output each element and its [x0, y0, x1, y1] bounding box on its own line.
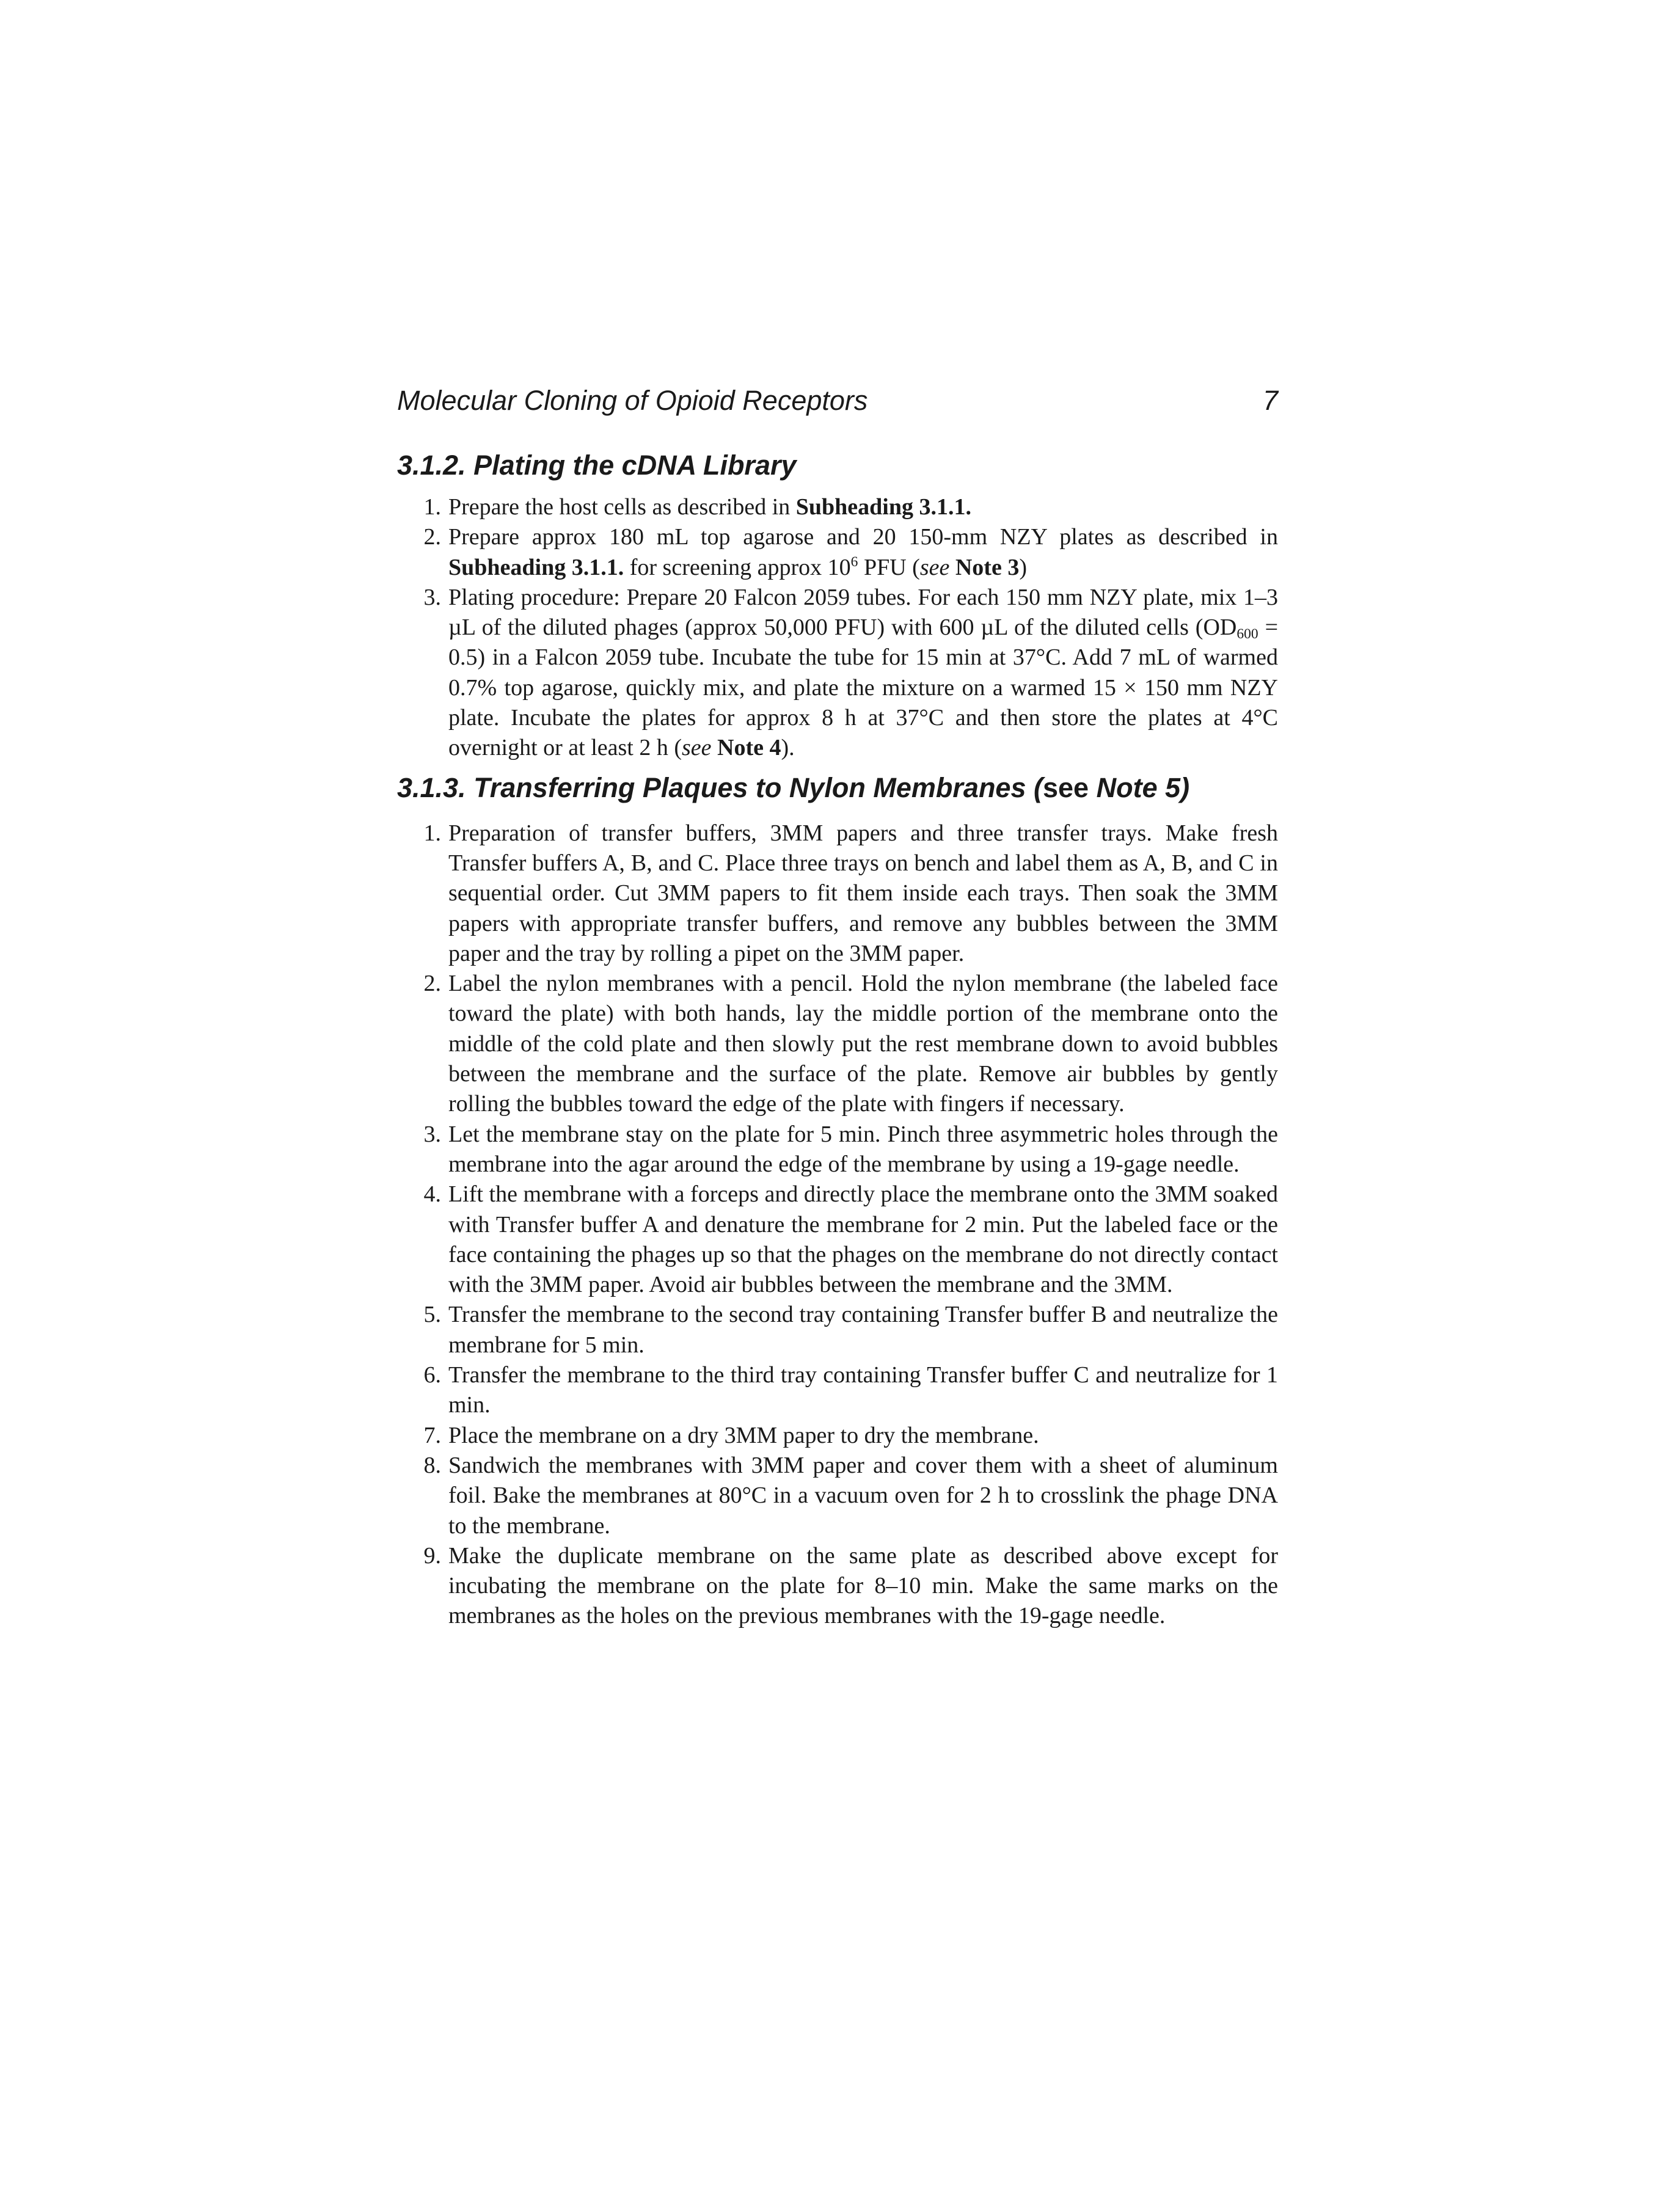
page: [397, 385, 1278, 1632]
section-heading-3-1-3: 3.1.3. Transferring Plaques to Nylon Membranes (see Note 5): [397, 771, 1190, 803]
step-text: Sandwich the membranes with 3MM paper and cover them with a sheet of aluminum foil. Bake the membranes at 80°C in a vacuum oven for 2 h to crosslink the phage DNA to the membrane.: [448, 1452, 1278, 1539]
step-text: Place the membrane on a dry 3MM paper to dry the membrane.: [448, 1422, 1039, 1448]
cross-reference: Subheading 3.1.1.: [448, 554, 624, 580]
step-text: Make the duplicate membrane on the same plate as described above except for incubating the membrane on the plate for 8–10 min. Make the same marks on the membranes as the holes on the previous membranes with the 19-gage needle.: [448, 1542, 1278, 1629]
note-reference: Note 5: [1096, 771, 1181, 803]
step-text: Lift the membrane with a forceps and directly place the membrane onto the 3MM soaked with Transfer buffer A and denature the membrane for 2 min. Put the labeled face or the face containing the phages up so that the phages on the membrane do not directly contact with the 3MM paper. Avoid air bubbles between the membrane and the 3MM.: [448, 1181, 1278, 1298]
step-text: Transfer the membrane to the third tray containing Transfer buffer C and neutralize for 1 min.: [448, 1362, 1278, 1418]
list-item: 2. Prepare approx 180 mL top agarose and 20 150-mm NZY plates as described in Subheading 3.1.1. for screening approx $10^6$ PFU (see Note 3): [397, 522, 1278, 583]
step-number: 4.: [423, 1181, 441, 1208]
step-number: 9.: [423, 1542, 441, 1569]
step-text: Transfer the membrane to the second tray containing Transfer buffer B and neutralize the membrane for 5 min.: [448, 1302, 1278, 1358]
page-number: 7: [1262, 385, 1278, 416]
note-reference: Note 4: [717, 735, 781, 761]
list-item: [397, 1421, 1278, 1451]
list-item: [397, 1541, 1278, 1632]
list-item: [397, 819, 1278, 969]
cross-reference: Subheading 3.1.1.: [795, 494, 971, 520]
list-item: 1. Prepare the host cells as described in Subheading 3.1.1.: [397, 492, 1278, 522]
plating-steps-list: [397, 492, 1278, 764]
step-number: 3.: [423, 1121, 441, 1147]
step-text: Let the membrane stay on the plate for 5 min. Pinch three asymmetric holes through the membrane into the agar around the edge of the membrane by using a 19-gage needle.: [448, 1121, 1278, 1177]
transfer-steps-list: [397, 819, 1278, 1632]
list-item: [397, 1300, 1278, 1360]
step-number: 7.: [423, 1422, 441, 1448]
running-head-title: Molecular Cloning of Opioid Receptors: [397, 385, 868, 416]
step-number: 5.: [423, 1302, 441, 1328]
step-text: Preparation of transfer buffers, 3MM papers and three transfer trays. Make fresh Transfer buffers A, B, and C. Place three trays on bench and label them as A, B, and C in sequential order. Cut 3MM papers to fit them inside each trays. Then soak the 3MM papers with appropriate transfer buffers, and remove any bubbles between the 3MM paper and the tray by rolling a pipet on the 3MM paper.: [448, 820, 1278, 966]
list-item: [397, 1451, 1278, 1541]
step-number: 6.: [423, 1362, 441, 1388]
step-number: 2.: [423, 524, 441, 550]
step-number: 3.: [423, 584, 441, 610]
step-number: 1.: [423, 820, 441, 846]
step-text: Label the nylon membranes with a pencil. Hold the nylon membrane (the labeled face toward the plate) with both hands, lay the middle portion of the membrane onto the middle of the cold plate and then slowly put the rest membrane down to avoid bubbles between the membrane and the surface of the plate. Remove air bubbles by gently rolling the bubbles toward the edge of the plate with fingers if necessary.: [448, 971, 1278, 1117]
list-item: [397, 1180, 1278, 1300]
running-head: [397, 385, 1278, 428]
step-number: 2.: [423, 971, 441, 997]
note-reference: Note 3: [955, 554, 1020, 580]
step-number: 8.: [423, 1452, 441, 1478]
list-item: [397, 969, 1278, 1119]
list-item: [397, 1360, 1278, 1421]
list-item: 3. Plating procedure: Prepare 20 Falcon 2059 tubes. For each 150 mm NZY plate, mix 1–3 µL of the diluted phages (approx 50,000 PFU) with 600 µL of the diluted cells $(OD_{600} = 0.5)$ in a Falcon 2059 tube. Incubate the tube for 15 min at 37°C. Add 7 mL of warmed 0.7% top agarose, quickly mix, and plate the mixture on a warmed 15 × 150 mm NZY plate. Incubate the plates for approx 8 h at 37°C and then store the plates at 4°C overnight or at least 2 h (see Note 4).: [397, 583, 1278, 764]
step-number: 1.: [423, 494, 441, 520]
list-item: [397, 1120, 1278, 1180]
section-heading-3-1-2: 3.1.2. Plating the cDNA Library: [397, 450, 797, 481]
